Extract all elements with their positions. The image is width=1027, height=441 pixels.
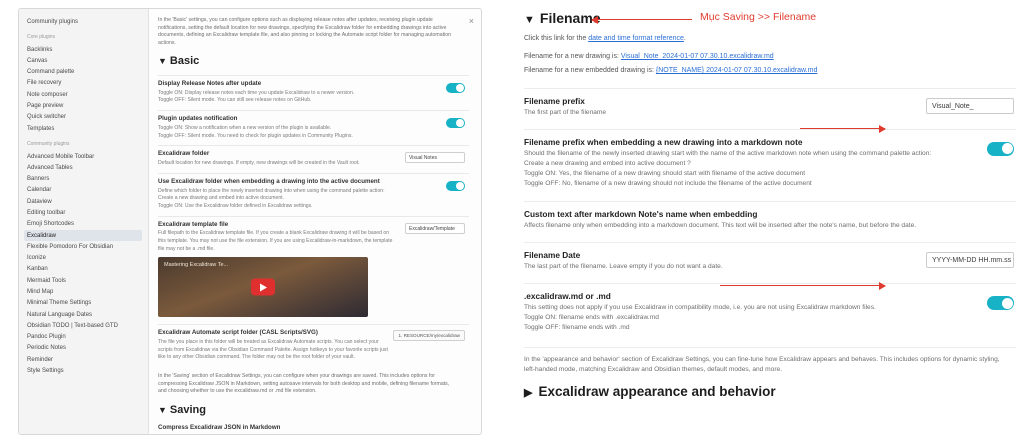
setting-desc-on: Toggle ON: filename ends with .excalidraw.md [524,314,659,322]
setting-desc: Affects filename only when embedding into a markdown document. This text will be inserted after the note's name, but before the date. [524,221,917,229]
sidebar-item-dataview[interactable]: Dataview [27,198,52,205]
toggle-plugin-updates[interactable] [446,118,465,128]
sidebar-item-iconize[interactable]: Iconize [27,255,47,262]
appearance-closing-note: In the 'appearance and behavior' section of Excalidraw Settings, you can fine-tune how Excalidraw appears and behaves. This includes options for dynamic styling, left-handed mode, matching Excalidraw and Obsidian themes, default modes, and more. [524,355,1000,373]
setting-desc-on: Toggle ON: Use the Excalidraw folder defined in Excalidraw settings. [158,202,313,209]
chevron-down-icon: ▼ [524,14,535,26]
sidebar-item-natural-language-dates[interactable]: Natural Language Dates [27,311,93,318]
setting-title: Filename prefix when embedding a new drawing into a markdown note [524,136,803,147]
close-icon[interactable]: × [468,16,474,26]
filename-embedded-drawing-label: Filename for a new embedded drawing is: [524,67,656,74]
setting-row-plugin-updates [158,110,469,145]
chevron-down-icon: ▼ [158,56,167,67]
input-template-file[interactable]: Excalidraw/Template [405,223,465,234]
setting-group-filename-date [524,242,1016,272]
sidebar-item-note-composer[interactable]: Note composer [27,91,68,98]
settings-content [150,9,481,434]
setting-title: .excalidraw.md or .md [524,291,611,302]
filename-embedded-drawing-line [524,66,1016,77]
sidebar-item-editing-toolbar[interactable]: Editing toolbar [27,210,66,217]
setting-title: Excalidraw template file [158,220,229,228]
input-excalidraw-folder[interactable]: Visual Notes [405,152,465,163]
section-heading-basic[interactable] [158,54,469,69]
sidebar-item-kanban[interactable]: Kanban [27,266,48,273]
sidebar-item-canvas[interactable]: Canvas [27,57,48,64]
setting-title: Excalidraw Automate script folder (CASL Scripts/SVG) [158,329,318,337]
setting-group-filename-prefix [524,88,1016,118]
sidebar-item-mind-map[interactable]: Mind Map [27,289,54,295]
setting-group-prefix-when-embedding [524,129,1016,190]
filename-embedded-drawing-value: {NOTE_NAME} 2024-01-07 07.30.10.excalidraw.md [655,67,818,74]
setting-desc: Default location for new drawings. If empty, new drawings will be created in the Vault root. [158,160,360,167]
sidebar-item-advanced-mobile-toolbar[interactable]: Advanced Mobile Toolbar [27,153,95,160]
input-filename-prefix[interactable]: Visual_Note_ [926,98,1014,114]
setting-title: Plugin updates notification [158,115,238,123]
toggle-use-folder-when-embedding[interactable] [446,181,465,191]
setting-desc-off: Toggle OFF: Silent mode. You can still see release notes on GitHub. [158,97,312,104]
sidebar-item-pandoc-plugin[interactable]: Pandoc Plugin [27,334,66,341]
filename-new-drawing-label: Filename for a new drawing is: [524,52,621,60]
toggle-file-extension[interactable] [987,296,1014,310]
appearance-closing-note-wrap [524,347,1016,375]
setting-desc-on: Toggle ON: Yes, the filename of a new drawing should start with filename of the active document [524,170,806,178]
setting-desc-off: Toggle OFF: filename ends with .md [524,324,630,332]
annotation-arrow-filename-heading [592,19,692,20]
sidebar-item-calendar[interactable]: Calendar [27,187,52,194]
sidebar-item-emoji-shortcodes[interactable]: Emoji Shortcodes [27,221,75,228]
settings-sidebar [19,9,149,434]
chevron-down-icon: ▼ [158,404,167,415]
sidebar-item-reminder[interactable]: Reminder [27,356,54,363]
setting-desc: The last part of the filename. Leave empty if you do not want a date. [524,262,723,270]
button-script-folder[interactable]: 1. RESOURCE/my/excalidraw [393,330,465,341]
setting-desc: The file you place in this folder will be treated as Excalidraw Automate scripts. You can select your scripts from Excalidraw via the Obsidian Command Palette. Assign hotkeys to your favorite scripts just like to any other Obsidian command. The folder may not be the root folder of your vault. [158,339,388,361]
toggle-prefix-when-embedding[interactable] [987,142,1014,156]
setting-title: Filename Date [524,249,581,260]
input-filename-date[interactable]: YYYY-MM-DD HH.mm.ss [926,252,1014,268]
link-prefix: Click this link for the [524,35,589,42]
annotation-saving-path: Mục Saving >> Filename [700,11,817,23]
sidebar-group-header-community: Community plugins [27,141,70,148]
filename-new-drawing-line [524,52,1016,63]
sidebar-item-command-palette[interactable]: Command palette [27,69,75,76]
setting-row-excalidraw-folder [158,145,469,173]
date-time-format-reference-link[interactable]: date and time format reference [588,35,684,42]
setting-row-use-folder-when-embedding [158,173,469,216]
page-title-label: Filename [539,10,601,26]
embedded-video[interactable] [158,257,368,317]
script-folder-button-wrap [393,333,465,340]
sidebar-item-advanced-tables[interactable]: Advanced Tables [27,164,73,171]
section-heading-saving-label: Saving [169,403,206,416]
setting-desc-on: Toggle ON: Display release notes each time you update Excalidraw to a newer version. [158,89,355,96]
setting-desc-on: Toggle ON: Show a notification when a new version of the plugin is available. [158,124,332,131]
section-heading-appearance[interactable] [524,384,1016,399]
sidebar-item-quick-switcher[interactable]: Quick switcher [27,114,67,121]
setting-title: Filename prefix [524,95,585,106]
sidebar-item-obsidian-todo[interactable]: Obsidian TODO | Text-based GTD [27,322,118,329]
sidebar-item-page-preview[interactable]: Page preview [27,103,64,110]
sidebar-item-community-plugins[interactable]: Community plugins [27,18,79,25]
setting-desc: Should the filename of the newly inserted drawing start with the name of the active markdown note when using the command palette action: Create a new drawing and embed into active document ? [524,149,932,167]
setting-title-compress-json: Compress Excalidraw JSON in Markdown [158,423,281,431]
section-heading-appearance-label: Excalidraw appearance and behavior [538,384,776,400]
setting-group-file-extension [524,283,1016,334]
sidebar-group-header-core: Core plugins [27,34,56,41]
setting-group-custom-text-after-note-name [524,201,1016,231]
filename-new-drawing-value: Visual_Note_2024-01-07 07.30.10.excalidraw.md [620,52,774,60]
setting-desc: The first part of the filename [524,108,607,116]
setting-row-template-file [158,216,469,325]
setting-desc: This setting does not apply if you use Excalidraw in compatibility mode, i.e. you are not using Excalidraw markdown files. [524,304,876,312]
sidebar-item-templates[interactable]: Templates [27,125,55,132]
sidebar-item-file-recovery[interactable]: File recovery [27,80,62,87]
setting-title: Display Release Notes after update [158,79,262,87]
sidebar-item-flexible-pomodoro[interactable]: Flexible Pomodoro For Obsidian [27,243,114,250]
date-format-reference-line [524,34,1016,45]
filename-settings-panel [524,6,1016,436]
chevron-right-icon: ▶ [524,387,533,400]
intro-paragraph: In the 'Basic' settings, you can configure options such as displaying release notes after updates, receiving plugin update notifications, setting the default location for new drawings, specifying the Excalidraw folder for embedding drawings into active documents, defining an Excalidraw template file, and also pinning or locking the Automate script folder for managing automation actions. [158,17,451,46]
sidebar-item-backlinks[interactable]: Backlinks [27,46,53,53]
section-heading-saving[interactable] [158,403,469,418]
link-suffix: . [683,35,686,42]
toggle-release-notes[interactable] [446,83,465,93]
sidebar-item-periodic-notes[interactable]: Periodic Notes [27,345,67,352]
sidebar-item-banners[interactable]: Banners [27,176,50,183]
setting-row-script-folder [158,324,469,367]
setting-desc: Full filepath to the Excalidraw template file. If you create a blank Excalidraw drawing it will be based on this template. You may not use the file extension. If you are using Excalidraw-in-markdown, the template file may not be a .md file. [158,230,393,252]
setting-desc-off: Toggle OFF: No, filename of a new drawing should not include the filename of the active document [524,180,812,188]
sidebar-item-minimal-theme-settings[interactable]: Minimal Theme Settings [27,300,92,307]
section-heading-basic-label: Basic [169,55,200,68]
setting-desc: Define which folder to place the newly inserted drawing into when using the command palette action: Create a new drawing and embed into active document. [158,187,385,202]
setting-title: Use Excalidraw folder when embedding a drawing into the active document [158,177,380,185]
setting-row-release-notes [158,75,469,110]
annotation-arrow-filename-prefix [800,128,885,129]
video-title: Mastering Excalidraw Te... [164,262,229,269]
play-icon[interactable] [251,279,275,296]
settings-modal [18,8,482,435]
sidebar-item-excalidraw[interactable]: Excalidraw [24,230,142,241]
sidebar-item-style-settings[interactable]: Style Settings [27,367,64,374]
setting-title: Excalidraw folder [158,150,210,158]
annotation-arrow-filename-date [720,285,885,286]
sidebar-item-mermaid-tools[interactable]: Mermaid Tools [27,277,66,284]
setting-desc-off: Toggle OFF: Silent mode. You need to check for plugin updates in Community Plugins. [158,132,353,139]
closing-note: In the 'Saving' section of Excalidraw Settings, you can configure when your drawings are saved. This includes options for compressing Excalidraw JSON in Markdown, setting autosave intervals for both desktop and mobile, defining filename formats, and choosing whether to use the excalidraw.md or .md file extension. [158,373,450,395]
setting-title: Custom text after markdown Note's name when embedding [524,208,758,219]
